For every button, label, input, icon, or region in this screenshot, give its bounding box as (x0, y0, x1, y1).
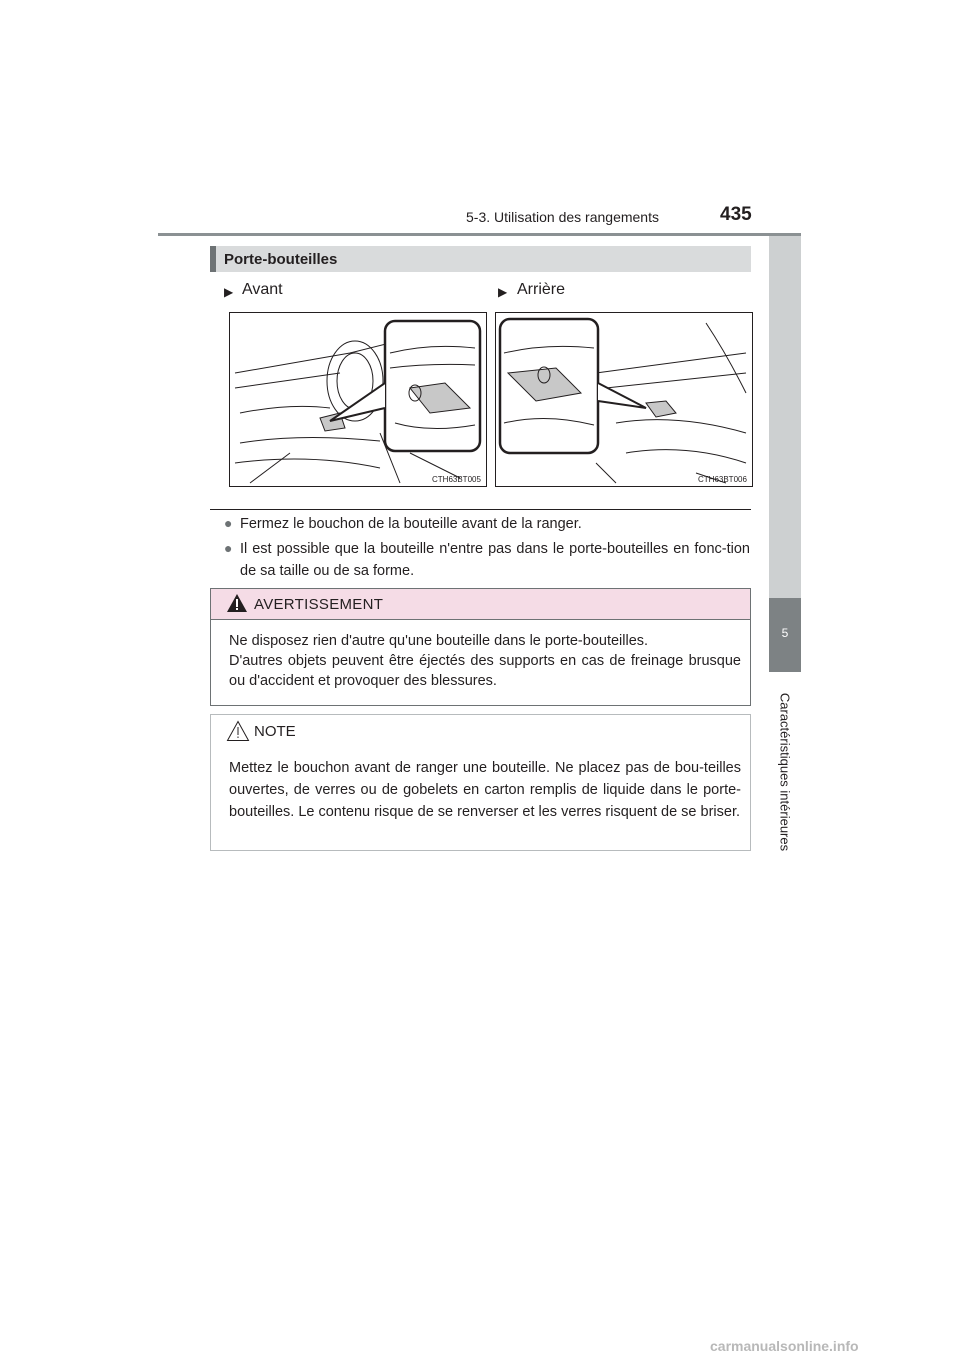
caution-triangle-icon (226, 720, 250, 742)
triangle-bullet-icon: ▶ (224, 285, 234, 299)
warning-line-2: D'autres objets peuvent être éjectés des supports en cas de freinage brusque ou d'accident et provoquer des blessures. (229, 653, 741, 689)
note-title: NOTE (254, 723, 296, 740)
chapter-number: 5 (781, 626, 789, 640)
header-section: 5-3. Utilisation des rangements (466, 209, 659, 225)
section-title: Porte-bouteilles (224, 251, 338, 268)
header-rule (158, 233, 801, 236)
chapter-label: Caractéristiques intérieures (777, 692, 793, 852)
figure-code-rear: CTH63BT006 (698, 475, 747, 484)
section-heading-bar (210, 246, 216, 272)
figure-label-rear: Arrière (517, 281, 566, 298)
figure-front-bottle-holder (229, 312, 487, 487)
triangle-bullet-icon: ▶ (498, 285, 508, 299)
warning-title: AVERTISSEMENT (254, 596, 384, 613)
figure-label-front: Avant (242, 281, 283, 298)
warning-line-1: Ne disposez rien d'autre qu'une bouteille dans le porte-bouteilles. (229, 633, 649, 649)
note-text: Mettez le bouchon avant de ranger une bouteille. Ne placez pas de bou-teilles ouvertes, de verres ou de gobelets en carton remplis de liquide dans le porte-bouteilles. Le contenu risque de se renverser et les verres risquent de se briser. (229, 760, 741, 820)
bullet-text-2: Il est possible que la bouteille n'entre pas dans le porte-bouteilles en fonc-tion de sa taille ou de sa forme. (240, 541, 750, 579)
page-number: 435 (720, 204, 752, 225)
watermark: carmanualsonline.info (710, 1338, 859, 1354)
figure-rear-bottle-holder (495, 312, 753, 487)
bullet-icon: ● (224, 540, 233, 556)
bullet-text-1: Fermez le bouchon de la bouteille avant de la ranger. (240, 516, 582, 532)
warning-triangle-icon (226, 593, 248, 613)
section-divider (210, 509, 751, 510)
figure-code-front: CTH63BT005 (432, 475, 481, 484)
side-tab-light (769, 236, 801, 598)
bullet-icon: ● (224, 515, 233, 531)
warning-text (229, 631, 741, 691)
